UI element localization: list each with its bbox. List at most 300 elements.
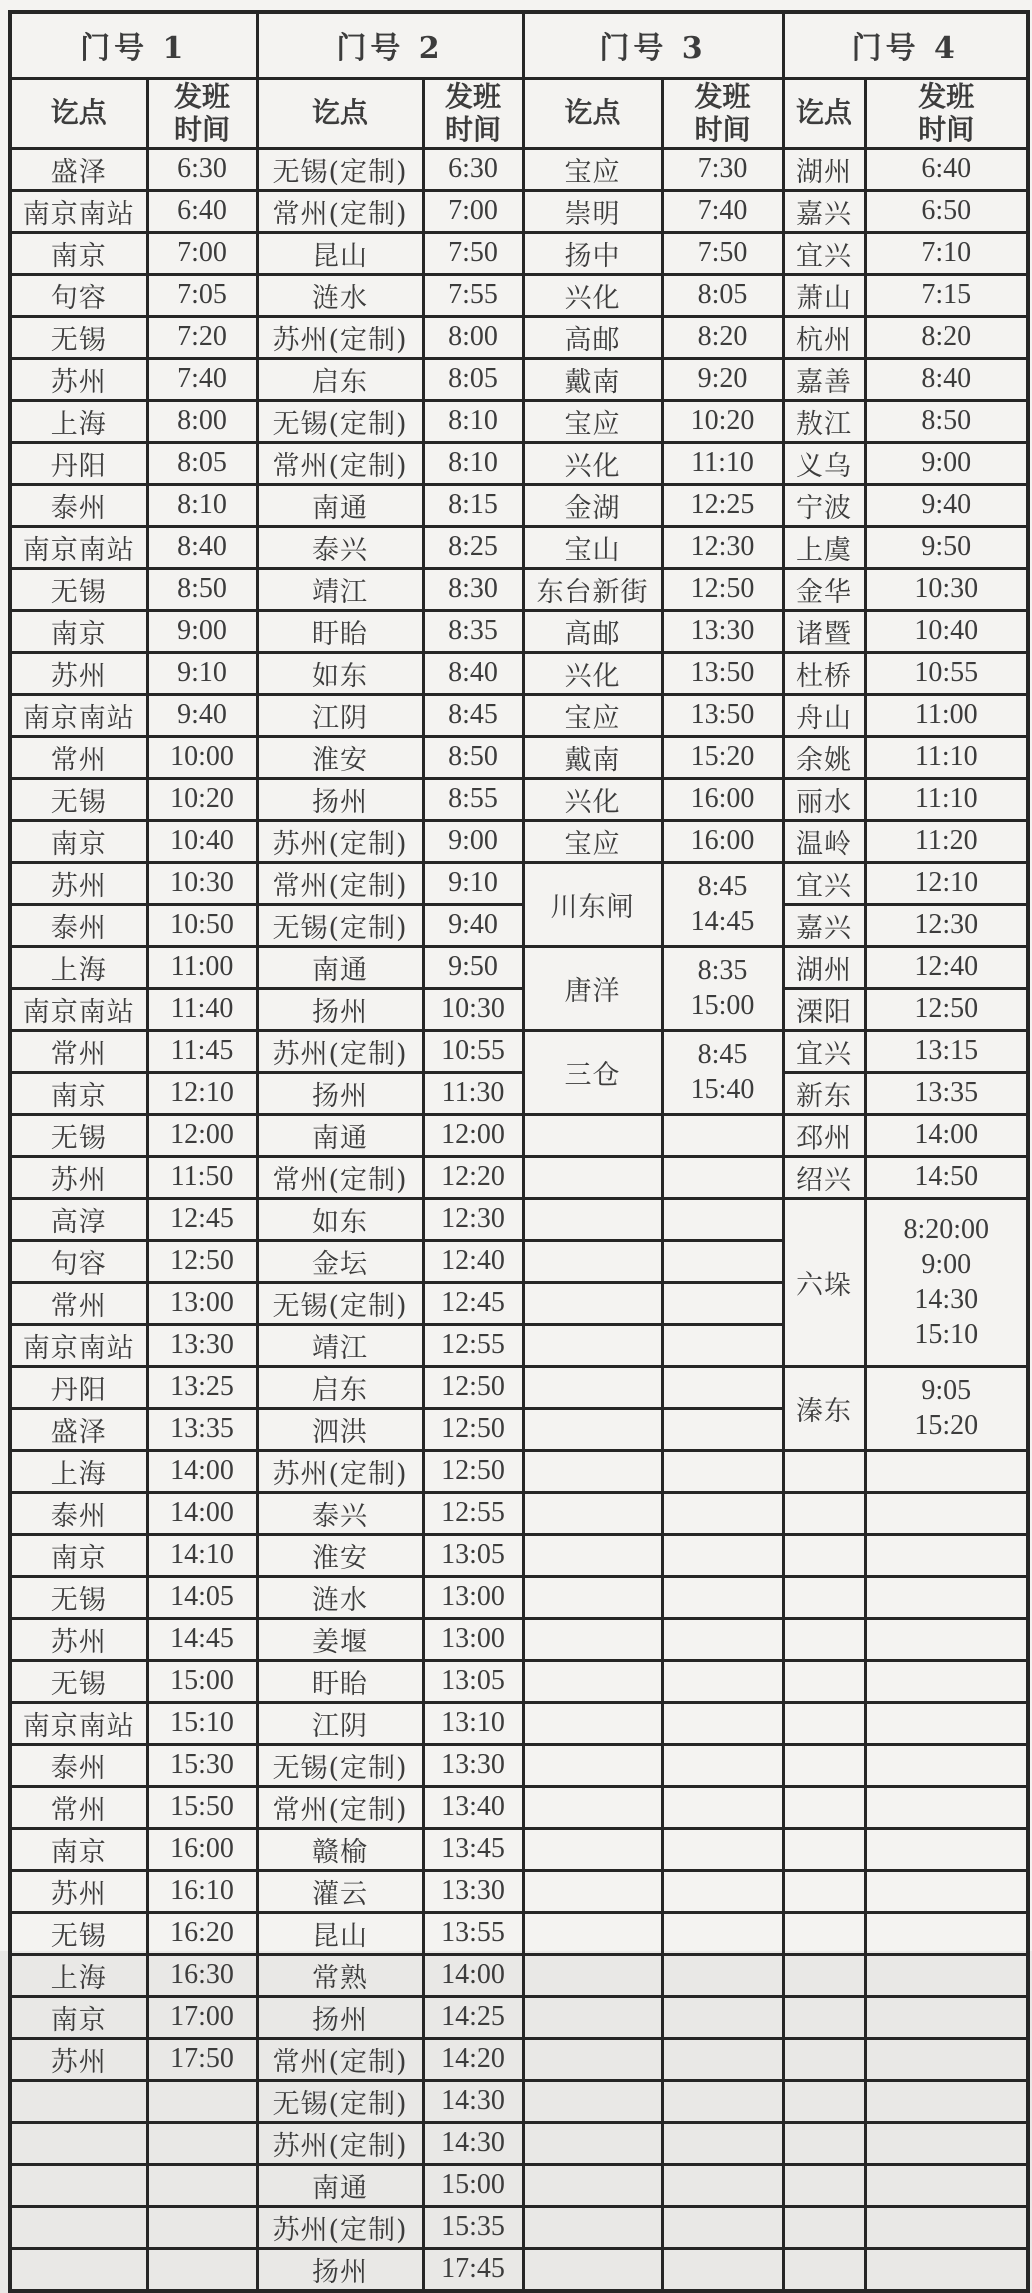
gate-1-time-cell: 7:40: [147, 358, 257, 400]
gate-2-destination-cell: 淮安: [257, 1534, 423, 1576]
gate-2-time-cell: 12:50: [423, 1450, 523, 1492]
gate-4-destination-cell: [783, 1576, 865, 1618]
gate-2-time-cell: 9:00: [423, 820, 523, 862]
gate-1-destination-cell: 上海: [10, 400, 147, 442]
gate-1-time-cell: 10:00: [147, 736, 257, 778]
gate-1-destination-cell: 盛泽: [10, 148, 147, 190]
gate-3-destination-cell: [523, 1954, 662, 1996]
gate-2-time-cell: 13:05: [423, 1660, 523, 1702]
gate-2-destination-cell: 赣榆: [257, 1828, 423, 1870]
gate-3-time-cell: [662, 2080, 783, 2122]
gate-3-time-cell: [662, 2248, 783, 2291]
gate-1-destination-cell: 南京: [10, 1828, 147, 1870]
gate-4-destination-cell: 金华: [783, 568, 865, 610]
table-row: [10, 1072, 1028, 1114]
gate-2-time-cell: 12:55: [423, 1492, 523, 1534]
gate-3-time-cell: [662, 1912, 783, 1954]
table-row: [10, 1828, 1028, 1870]
column-header-row: [10, 78, 1028, 148]
gate-2-destination-cell: 靖江: [257, 568, 423, 610]
gate-3-time-cell: [662, 1408, 783, 1450]
gate-3-time-cell: [662, 1156, 783, 1198]
gate-3-time-cell: [662, 1282, 783, 1324]
gate-3-destination-cell: 兴化: [523, 778, 662, 820]
table-row: [10, 1786, 1028, 1828]
table-row: [10, 736, 1028, 778]
gate-3-destination-cell: 东台新街: [523, 568, 662, 610]
gate-2-destination-cell: 扬州: [257, 2248, 423, 2291]
gate-1-time-cell: 8:00: [147, 400, 257, 442]
gate-1-time-cell: 9:00: [147, 610, 257, 652]
gate-4-time-cell: [865, 1828, 1028, 1870]
gate-2-destination-cell: 启东: [257, 1366, 423, 1408]
gate-4-destination-cell: [783, 2080, 865, 2122]
table-row: [10, 1870, 1028, 1912]
gate-2-time-cell: 8:30: [423, 568, 523, 610]
gate-4-time-cell: 13:35: [865, 1072, 1028, 1114]
gate-2-time-cell: 14:00: [423, 1954, 523, 1996]
gate-3-destination-cell: 宝应: [523, 148, 662, 190]
gate-4-time-cell: 13:15: [865, 1030, 1028, 1072]
gate-3-time-cell: 10:20: [662, 400, 783, 442]
gate-4-destination-cell: [783, 1702, 865, 1744]
gate-3-time-cell: [662, 1870, 783, 1912]
time-header-line1: 发班: [173, 79, 230, 113]
gate-2-destination-cell: 启东: [257, 358, 423, 400]
table-row: [10, 1996, 1028, 2038]
gate-3-dest-header: 讫点: [523, 78, 662, 148]
gate-1-destination-cell: 苏州: [10, 1870, 147, 1912]
gate-3-destination-cell: 宝山: [523, 526, 662, 568]
gate-2-destination-cell: 苏州(定制): [257, 1450, 423, 1492]
gate-2-time-cell: 12:45: [423, 1282, 523, 1324]
time-value: 8:45: [697, 870, 748, 902]
gate-3-destination-cell: [523, 2080, 662, 2122]
gate-2-time-cell: 8:25: [423, 526, 523, 568]
gate-1-time-cell: 14:00: [147, 1492, 257, 1534]
gate-3-time-cell: [662, 1030, 783, 1114]
table-row: [10, 2248, 1028, 2291]
gate-2-destination-cell: 金坛: [257, 1240, 423, 1282]
gate-3-time-cell: [662, 1954, 783, 1996]
gate-4-destination-cell: 余姚: [783, 736, 865, 778]
gate-3-time-cell: 8:05: [662, 274, 783, 316]
gate-4-destination-cell: [783, 1492, 865, 1534]
time-header-line1: 发班: [918, 79, 975, 113]
gate-4-time-cell: [865, 2080, 1028, 2122]
gate-4-destination-cell: [783, 1786, 865, 1828]
gate-1-time-cell: 17:50: [147, 2038, 257, 2080]
gate-3-time-cell: [662, 1492, 783, 1534]
gate-2-time-cell: 13:05: [423, 1534, 523, 1576]
gate-1-destination-cell: 南京南站: [10, 694, 147, 736]
gate-3-destination-cell: [523, 1534, 662, 1576]
gate-2-destination-cell: 昆山: [257, 232, 423, 274]
gate-3-destination-cell: [523, 1702, 662, 1744]
gate-1-time-cell: 10:30: [147, 862, 257, 904]
gate-3-destination-cell: 兴化: [523, 442, 662, 484]
gate-1-time-cell: 6:40: [147, 190, 257, 232]
gate-2-destination-cell: 南通: [257, 946, 423, 988]
gate-3-time-cell: 16:00: [662, 820, 783, 862]
gate-1-destination-cell: 苏州: [10, 862, 147, 904]
gate-2-time-cell: 8:35: [423, 610, 523, 652]
table-row: [10, 316, 1028, 358]
gate-3-destination-cell: [523, 2164, 662, 2206]
gate-3-time-cell: [662, 1618, 783, 1660]
gate-2-destination-cell: 常州(定制): [257, 1156, 423, 1198]
gate-1-time-cell: [147, 2206, 257, 2248]
gate-2-time-cell: 7:00: [423, 190, 523, 232]
gate-3-destination-cell: 高邮: [523, 316, 662, 358]
gate-2-destination-cell: 常州(定制): [257, 190, 423, 232]
gate-4-destination-cell: [783, 1912, 865, 1954]
gate-3-time-cell: [662, 2206, 783, 2248]
gate-4-destination-cell: [783, 1828, 865, 1870]
gate-3-time-cell: [662, 1744, 783, 1786]
gate-2-time-cell: 15:35: [423, 2206, 523, 2248]
gate-2-destination-cell: 苏州(定制): [257, 820, 423, 862]
gate-2-destination-cell: 昆山: [257, 1912, 423, 1954]
gate-1-destination-cell: 南京: [10, 232, 147, 274]
gate-3-destination-cell: 唐洋: [523, 946, 662, 1030]
gate-2-time-cell: 12:55: [423, 1324, 523, 1366]
gate-1-time-cell: 10:40: [147, 820, 257, 862]
gate-1-time-cell: 15:00: [147, 1660, 257, 1702]
gate-1-time-cell: 16:00: [147, 1828, 257, 1870]
gate-3-time-cell: [662, 1198, 783, 1240]
gate-3-time-cell: 12:30: [662, 526, 783, 568]
gate-1-destination-cell: 南京: [10, 820, 147, 862]
gate-2-time-cell: 13:00: [423, 1618, 523, 1660]
gate-1-time-cell: [147, 2080, 257, 2122]
gate-2-destination-cell: 姜堰: [257, 1618, 423, 1660]
time-value: 9:05: [921, 1374, 972, 1406]
gate-2-destination-cell: 无锡(定制): [257, 1744, 423, 1786]
gate-3-destination-cell: 川东闸: [523, 862, 662, 946]
gate-2-destination-cell: 常熟: [257, 1954, 423, 1996]
time-value: 8:45: [697, 1038, 748, 1070]
gate-2-time-cell: 15:00: [423, 2164, 523, 2206]
gate-3-destination-cell: [523, 1576, 662, 1618]
gate-1-destination-cell: 丹阳: [10, 442, 147, 484]
gate-2-destination-cell: 苏州(定制): [257, 1030, 423, 1072]
gate-1-destination-cell: 南京南站: [10, 190, 147, 232]
gate-1-destination-cell: 高淳: [10, 1198, 147, 1240]
gate-3-time-cell: [662, 2038, 783, 2080]
table-row: [10, 988, 1028, 1030]
gate-3-destination-cell: 兴化: [523, 274, 662, 316]
gate-1-destination-cell: 句容: [10, 274, 147, 316]
gate-1-destination-cell: 丹阳: [10, 1366, 147, 1408]
gate-3-destination-cell: [523, 1198, 662, 1240]
gate-2-time-cell: 7:55: [423, 274, 523, 316]
gate-3-time-cell: [662, 862, 783, 946]
gate-1-destination-cell: 无锡: [10, 1912, 147, 1954]
gate-2-time-cell: 8:15: [423, 484, 523, 526]
gate-3-destination-cell: 戴南: [523, 736, 662, 778]
gate-2-time-cell: 14:20: [423, 2038, 523, 2080]
gate-2-destination-cell: 靖江: [257, 1324, 423, 1366]
time-value: 9:00: [921, 1248, 972, 1280]
gate-3-time-cell: 15:20: [662, 736, 783, 778]
time-value: 8:35: [697, 954, 748, 986]
gate-1-time-cell: 12:50: [147, 1240, 257, 1282]
gate-3-time-cell: 16:00: [662, 778, 783, 820]
gate-2-destination-cell: 苏州(定制): [257, 2122, 423, 2164]
gate-3-destination-cell: [523, 1744, 662, 1786]
table-row: [10, 1954, 1028, 1996]
gate-3-destination-cell: 宝应: [523, 400, 662, 442]
gate-1-time-cell: 16:10: [147, 1870, 257, 1912]
gate-3-destination-cell: [523, 1492, 662, 1534]
gate-2-destination-cell: 扬州: [257, 1072, 423, 1114]
gate-1-time-cell: 11:40: [147, 988, 257, 1030]
gate-1-destination-cell: 句容: [10, 1240, 147, 1282]
gate-3-destination-cell: [523, 1660, 662, 1702]
gate-3-time-cell: [662, 2122, 783, 2164]
gate-3-time-cell: [662, 1366, 783, 1408]
gate-3-time-header: [662, 78, 783, 148]
gate-4-time-cell: 6:50: [865, 190, 1028, 232]
gate-4-time-cell: 9:50: [865, 526, 1028, 568]
gate-2-dest-header: 讫点: [257, 78, 423, 148]
gate-2-destination-cell: 南通: [257, 1114, 423, 1156]
gate-4-time-cell: 12:40: [865, 946, 1028, 988]
gate-1-time-cell: 12:00: [147, 1114, 257, 1156]
gate-4-time-cell: [865, 1786, 1028, 1828]
gate-3-time-cell: 8:20: [662, 316, 783, 358]
gate-4-destination-cell: 湖州: [783, 946, 865, 988]
table-row: [10, 1492, 1028, 1534]
table-row: [10, 1912, 1028, 1954]
gate-2-time-cell: 12:30: [423, 1198, 523, 1240]
gate-2-time-cell: 12:50: [423, 1366, 523, 1408]
gate-1-destination-cell: 苏州: [10, 2038, 147, 2080]
gate-1-destination-cell: 泰州: [10, 904, 147, 946]
gate-4-destination-cell: [783, 2248, 865, 2291]
gate-1-destination-cell: [10, 2122, 147, 2164]
gate-3-destination-cell: [523, 1996, 662, 2038]
gate-3-time-cell: [662, 2164, 783, 2206]
gate-1-destination-cell: [10, 2164, 147, 2206]
gate-4-destination-cell: 敖江: [783, 400, 865, 442]
gate-3-destination-cell: [523, 1282, 662, 1324]
gate-2-time-cell: 8:40: [423, 652, 523, 694]
gate-2-destination-cell: 涟水: [257, 1576, 423, 1618]
table-row: [10, 1618, 1028, 1660]
gate-3-time-cell: 7:30: [662, 148, 783, 190]
gate-1-time-cell: 11:45: [147, 1030, 257, 1072]
time-header-line2: 时间: [694, 113, 751, 147]
gate-4-destination-cell: [783, 1870, 865, 1912]
gate-1-time-cell: 8:50: [147, 568, 257, 610]
gate-4-destination-cell: 宜兴: [783, 862, 865, 904]
gate-2-time-cell: 17:45: [423, 2248, 523, 2291]
table-row: [10, 652, 1028, 694]
gate-1-time-cell: 17:00: [147, 1996, 257, 2038]
gate-2-time-cell: 13:30: [423, 1744, 523, 1786]
gate-2-destination-cell: 扬州: [257, 778, 423, 820]
table-row: [10, 1534, 1028, 1576]
gate-3-destination-cell: 兴化: [523, 652, 662, 694]
gate-4-time-cell: [865, 2206, 1028, 2248]
gate-1-time-cell: 10:20: [147, 778, 257, 820]
table-row: [10, 1744, 1028, 1786]
gate-2-destination-cell: 无锡(定制): [257, 400, 423, 442]
gate-4-destination-cell: 宁波: [783, 484, 865, 526]
gate-2-destination-cell: 扬州: [257, 1996, 423, 2038]
table-row: [10, 1660, 1028, 1702]
gate-2-destination-cell: 泰兴: [257, 526, 423, 568]
gate-1-time-header: [147, 78, 257, 148]
gate-2-time-cell: 12:50: [423, 1408, 523, 1450]
gate-3-time-cell: [662, 1114, 783, 1156]
gate-3-time-cell: [662, 946, 783, 1030]
gate-1-destination-cell: 泰州: [10, 1492, 147, 1534]
table-row: [10, 2206, 1028, 2248]
gate-2-time-cell: 8:45: [423, 694, 523, 736]
gate-4-destination-cell: [783, 1660, 865, 1702]
gate-2-destination-cell: 泗洪: [257, 1408, 423, 1450]
gate-3-time-cell: [662, 1324, 783, 1366]
gate-1-time-cell: 13:35: [147, 1408, 257, 1450]
gate-1-destination-cell: 无锡: [10, 316, 147, 358]
gate-1-time-cell: 16:30: [147, 1954, 257, 1996]
gate-4-time-cell: [865, 1534, 1028, 1576]
gate-4-time-cell: 11:00: [865, 694, 1028, 736]
gate-1-time-cell: [147, 2164, 257, 2206]
gate-2-time-cell: 14:30: [423, 2122, 523, 2164]
gate-1-destination-cell: 常州: [10, 1282, 147, 1324]
gate-4-destination-cell: [783, 1450, 865, 1492]
gate-2-time-header: [423, 78, 523, 148]
gate-1-time-cell: [147, 2248, 257, 2291]
gate-1-time-cell: 6:30: [147, 148, 257, 190]
timetable-body: [10, 148, 1028, 2291]
table-row: [10, 190, 1028, 232]
gate-4-destination-cell: 新东: [783, 1072, 865, 1114]
gate-2-destination-cell: 南通: [257, 484, 423, 526]
gate-2-time-cell: 9:40: [423, 904, 523, 946]
gate-4-destination-cell: 宜兴: [783, 232, 865, 274]
gate-1-destination-cell: 无锡: [10, 1660, 147, 1702]
gate-3-time-cell: 7:50: [662, 232, 783, 274]
gate-1-destination-cell: 南京: [10, 1996, 147, 2038]
gate-4-time-cell: 8:40: [865, 358, 1028, 400]
gate-1-time-cell: 11:50: [147, 1156, 257, 1198]
gate-1-destination-cell: 盛泽: [10, 1408, 147, 1450]
gate-3-time-cell: [662, 1828, 783, 1870]
time-header-line2: 时间: [173, 113, 230, 147]
gate-3-time-cell: 9:20: [662, 358, 783, 400]
gate-1-destination-cell: 泰州: [10, 484, 147, 526]
gate-3-time-cell: 11:10: [662, 442, 783, 484]
gate-1-time-cell: 13:25: [147, 1366, 257, 1408]
gate-2-destination-cell: 淮安: [257, 736, 423, 778]
gate-2-destination-cell: 无锡(定制): [257, 1282, 423, 1324]
gate-4-time-cell: [865, 1744, 1028, 1786]
gate-2-time-cell: 8:10: [423, 442, 523, 484]
gate-4-time-cell: [865, 1618, 1028, 1660]
gate-2-destination-cell: 如东: [257, 652, 423, 694]
gate-3-destination-cell: 扬中: [523, 232, 662, 274]
gate-1-time-cell: [147, 2122, 257, 2164]
gate-3-time-cell: 12:25: [662, 484, 783, 526]
gate-4-destination-cell: 杜桥: [783, 652, 865, 694]
gate-3-destination-cell: [523, 1366, 662, 1408]
gate-header-row: [10, 12, 1028, 78]
gate-3-destination-cell: [523, 1912, 662, 1954]
gate-1-time-cell: 10:50: [147, 904, 257, 946]
time-value: 8:20:00: [903, 1213, 990, 1245]
gate-2-time-cell: 10:30: [423, 988, 523, 1030]
gate-1-time-cell: 12:10: [147, 1072, 257, 1114]
gate-3-time-cell: [662, 1450, 783, 1492]
gate-2-time-cell: 13:55: [423, 1912, 523, 1954]
gate-4-time-cell: 10:30: [865, 568, 1028, 610]
gate-1-time-cell: 9:10: [147, 652, 257, 694]
gate-1-destination-cell: 南京南站: [10, 526, 147, 568]
gate-1-destination-cell: 苏州: [10, 652, 147, 694]
gate-3-destination-cell: 宝应: [523, 694, 662, 736]
gate-2-destination-cell: 如东: [257, 1198, 423, 1240]
gate-1-destination-cell: 常州: [10, 1030, 147, 1072]
gate-4-time-cell: [865, 1660, 1028, 1702]
gate-2-destination-cell: 无锡(定制): [257, 148, 423, 190]
gate-1-destination-cell: 无锡: [10, 1576, 147, 1618]
gate-4-destination-cell: 宜兴: [783, 1030, 865, 1072]
table-row: [10, 694, 1028, 736]
gate-2-destination-cell: 常州(定制): [257, 2038, 423, 2080]
gate-3-destination-cell: [523, 1240, 662, 1282]
table-row: [10, 274, 1028, 316]
table-row: [10, 1450, 1028, 1492]
gate-4-time-cell: [865, 1870, 1028, 1912]
gate-1-time-cell: 16:20: [147, 1912, 257, 1954]
gate-4-destination-cell: 萧山: [783, 274, 865, 316]
gate-4-destination-cell: 邳州: [783, 1114, 865, 1156]
gate-1-destination-cell: 无锡: [10, 568, 147, 610]
table-row: [10, 1366, 1028, 1408]
gate-4-destination-cell: [783, 2122, 865, 2164]
gate-3-destination-cell: [523, 1114, 662, 1156]
gate-3-time-cell: 13:50: [662, 652, 783, 694]
table-row: [10, 862, 1028, 904]
gate-4-time-cell: 10:40: [865, 610, 1028, 652]
gate-1-time-cell: 7:00: [147, 232, 257, 274]
gate-3-destination-cell: [523, 2122, 662, 2164]
gate-4-destination-cell: 六垛: [783, 1198, 865, 1366]
gate-1-time-cell: 15:50: [147, 1786, 257, 1828]
gate-3-time-cell: 13:30: [662, 610, 783, 652]
gate-2-destination-cell: 南通: [257, 2164, 423, 2206]
table-row: [10, 1702, 1028, 1744]
table-row: [10, 610, 1028, 652]
gate-3-destination-cell: [523, 2038, 662, 2080]
gate-4-destination-cell: 嘉兴: [783, 904, 865, 946]
gate-4-time-cell: [865, 2164, 1028, 2206]
table-row: [10, 358, 1028, 400]
gate-2-time-cell: 6:30: [423, 148, 523, 190]
gate-3-destination-cell: 戴南: [523, 358, 662, 400]
gate-4-time-cell: 14:50: [865, 1156, 1028, 1198]
gate-3-time-cell: [662, 1702, 783, 1744]
gate-1-time-cell: 8:10: [147, 484, 257, 526]
gate-2-time-cell: 8:10: [423, 400, 523, 442]
gate-2-time-cell: 10:55: [423, 1030, 523, 1072]
gate-4-destination-cell: [783, 1996, 865, 2038]
